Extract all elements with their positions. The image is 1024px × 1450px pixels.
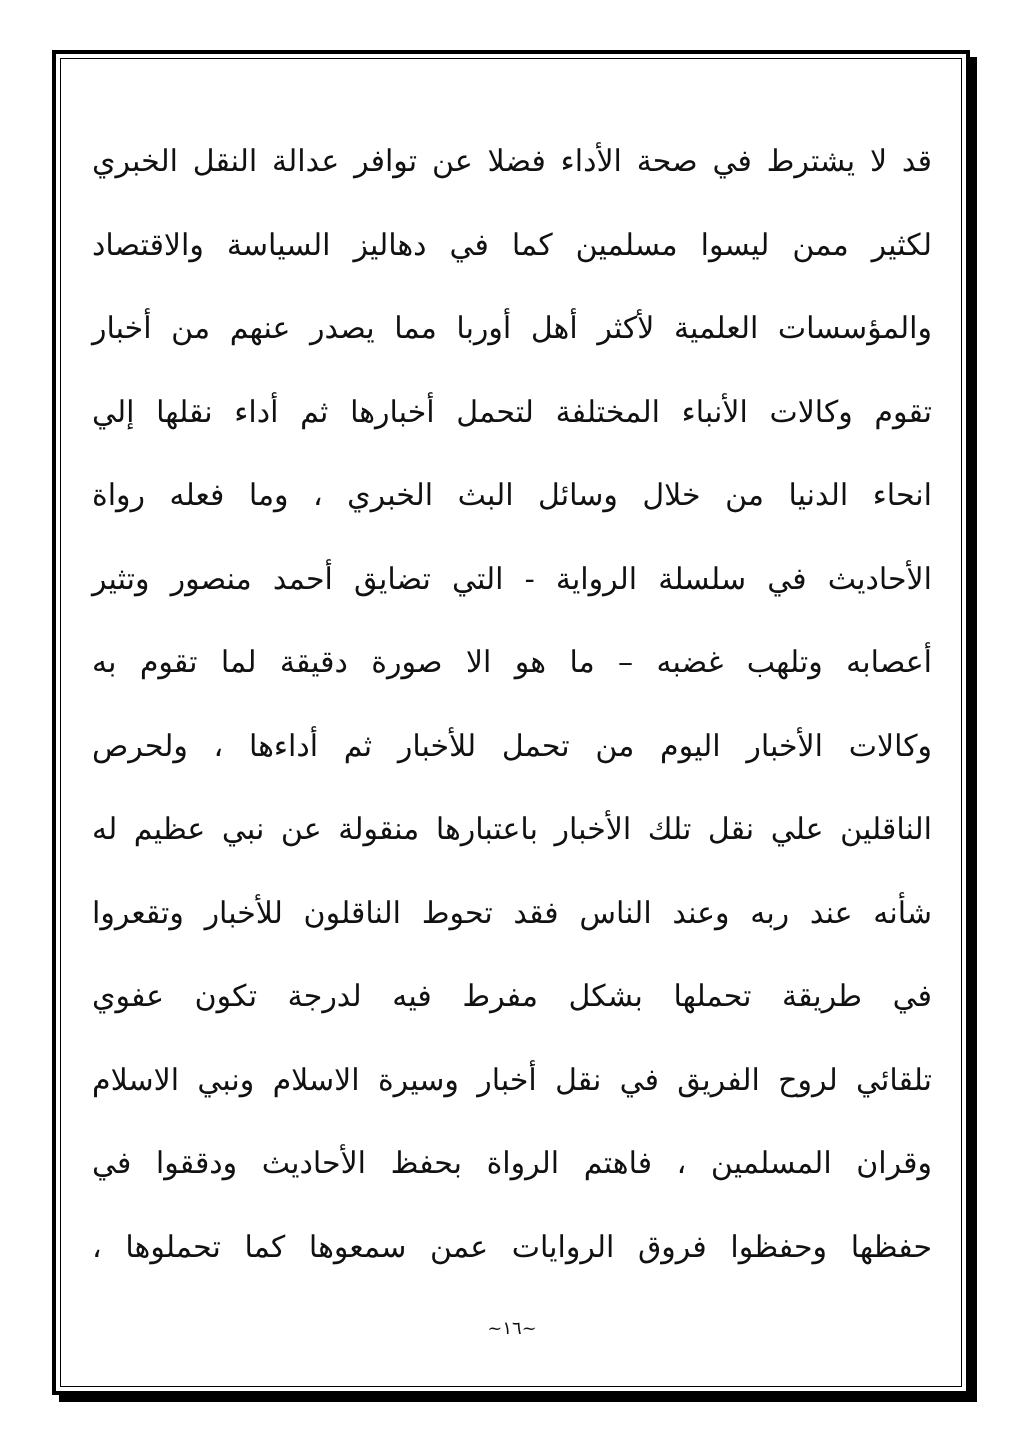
text-line-1: قد لا يشترط في صحة الأداء فضلا عن توافر عدالة النقل الخبري <box>92 144 932 179</box>
text-line-2: لكثير ممن ليسوا مسلمين كما في دهاليز السياسة والاقتصاد <box>92 227 932 263</box>
text-line-9: الناقلين علي نقل تلك الأخبار باعتبارها منقولة عن نبي عظيم له <box>92 812 932 847</box>
text-line-8: وكالات الأخبار اليوم من تحمل للأخبار ثم أداءها ، ولحرص <box>92 728 932 764</box>
text-line-5: انحاء الدنيا من خلال وسائل البث الخبري ، وما فعله رواة <box>92 478 932 513</box>
text-line-14: حفظها وحفظوا فروق الروايات عمن سمعوها كما تحملوها ، <box>92 1229 932 1265</box>
text-line-11: في طريقة تحملها بشكل مفرط فيه لدرجة تكون عفوي <box>92 979 932 1014</box>
text-line-6: الأحاديث في سلسلة الرواية - التي تضايق أحمد منصور وتثير <box>92 561 932 597</box>
text-line-4: تقوم وكالات الأنباء المختلفة لتحمل أخبارها ثم أداء نقلها إلي <box>92 394 932 430</box>
body-text <box>92 120 932 1289</box>
text-line-12: تلقائي لروح الفريق في نقل أخبار وسيرة الاسلام ونبي الاسلام <box>92 1062 932 1098</box>
page-number: ~١٦~ <box>487 1318 537 1339</box>
text-line-3: والمؤسسات العلمية لأكثر أهل أوربا مما يصدر عنهم من أخبار <box>92 311 932 346</box>
text-line-13: وقران المسلمين ، فاهتم الرواة بحفظ الأحاديث ودققوا في <box>92 1146 932 1181</box>
text-line-10: شأنه عند ربه وعند الناس فقد تحوط الناقلون للأخبار وتقعروا <box>92 895 932 931</box>
text-line-7: أعصابه وتلهب غضبه – ما هو الا صورة دقيقة لما تقوم به <box>92 645 932 680</box>
